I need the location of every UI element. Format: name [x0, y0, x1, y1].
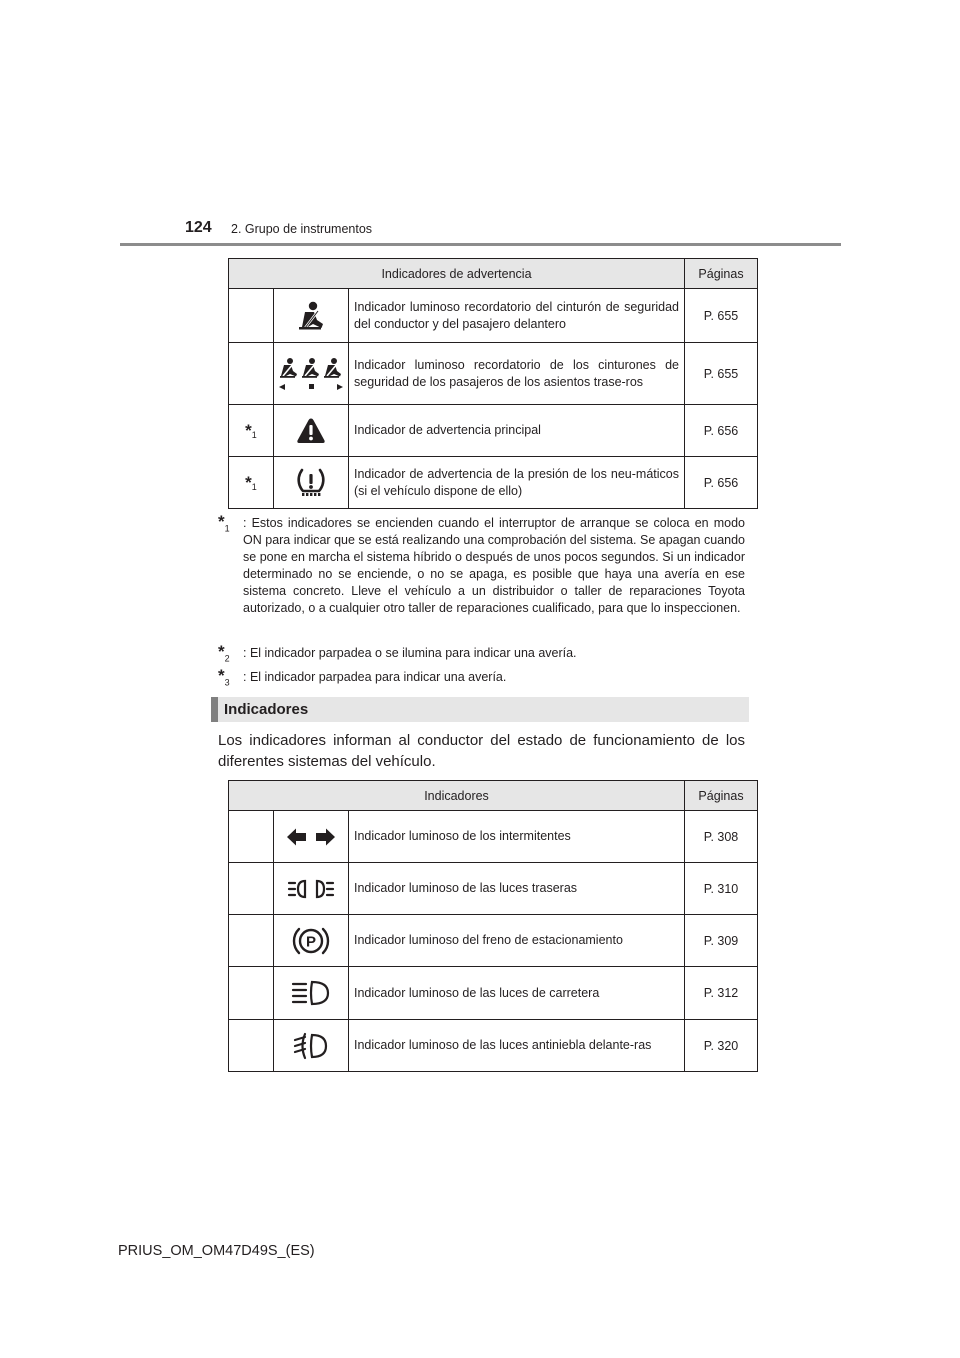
turn-signal-icon — [286, 827, 336, 847]
section-accent — [211, 697, 218, 722]
table-row — [229, 289, 758, 343]
front-fog-light-icon — [293, 1032, 329, 1060]
section-title: Indicadores — [224, 701, 309, 718]
column-header-indicators: Indicadores — [229, 781, 685, 811]
table-row — [229, 457, 758, 509]
header-rule — [120, 243, 841, 246]
note-number: 2 — [224, 653, 230, 664]
description-cell: Indicador luminoso de las luces de carretera — [349, 967, 685, 1020]
table-row — [229, 405, 758, 457]
description-cell: Indicador luminoso de los intermitentes — [349, 811, 685, 863]
page-ref: P. 312 — [685, 967, 758, 1020]
note-cell — [229, 289, 274, 343]
parking-brake-icon — [292, 926, 330, 956]
page-ref: P. 656 — [685, 457, 758, 509]
icon-cell — [274, 289, 349, 343]
description-cell: Indicador luminoso de las luces traseras — [349, 863, 685, 915]
note-cell — [229, 457, 274, 509]
section-intro: Los indicadores informan al conductor del estado de funcionamiento de los diferentes sistemas del vehículo. — [218, 732, 745, 770]
page-number: 124 — [185, 219, 212, 236]
footnote-text: : El indicador parpadea para indicar una avería. — [243, 670, 507, 684]
description-cell: Indicador de advertencia de la presión de los neu-máticos (si el vehículo dispone de ello) — [349, 457, 685, 509]
tire-pressure-icon — [295, 467, 327, 499]
column-header-indicators: Indicadores de advertencia — [229, 259, 685, 289]
note-number: 1 — [251, 481, 257, 492]
indicators-table — [228, 780, 758, 1072]
footnote — [218, 642, 745, 664]
note-number: 1 — [251, 429, 257, 440]
table-row — [229, 967, 758, 1020]
note-cell — [229, 405, 274, 457]
note-cell — [229, 1020, 274, 1072]
svg-text:P: P — [305, 933, 317, 950]
column-header-pages: Páginas — [685, 781, 758, 811]
table-row — [229, 915, 758, 967]
table-row — [229, 863, 758, 915]
description-cell: Indicador luminoso del freno de estacionamiento — [349, 915, 685, 967]
note-cell — [229, 967, 274, 1020]
high-beam-icon — [291, 980, 331, 1006]
note-marker: * — [245, 472, 252, 492]
table-row — [229, 1020, 758, 1072]
note-cell — [229, 915, 274, 967]
footnote-text: : El indicador parpadea o se ilumina para indicar una avería. — [243, 646, 577, 660]
table-row — [229, 811, 758, 863]
note-number: 3 — [224, 677, 230, 688]
page-ref: P. 310 — [685, 863, 758, 915]
table-row — [229, 343, 758, 405]
description-cell: Indicador luminoso recordatorio del cinturón de seguridad del conductor y del pasajero delantero — [349, 289, 685, 343]
icon-cell — [274, 343, 349, 405]
footnote-text: : Estos indicadores se encienden cuando el interruptor de arranque se coloca en modo ON para indicar que se está realizando una comprobación del sistema. Se apagan cuando se pone en marcha el sistema híbrido o después de unos pocos segundos. Si un indicador determinado no se enciende, o no se apaga, es posible que haya una avería en ese sistema concreto. Lleve el vehículo a un distribuidor o taller de reparaciones Toyota autorizado, o a cualquier otro taller de reparaciones cualificado, para que lo inspeccionen. — [243, 516, 745, 615]
note-cell — [229, 811, 274, 863]
page-ref: P. 308 — [685, 811, 758, 863]
section-heading — [211, 697, 749, 722]
rear-seatbelt-reminder-icon — [276, 357, 346, 391]
column-header-pages: Páginas — [685, 259, 758, 289]
note-marker: * — [218, 642, 225, 661]
footnote — [218, 512, 745, 617]
description-cell: Indicador luminoso recordatorio de los cinturones de seguridad de los pasajeros de los asientos trase-ros — [349, 343, 685, 405]
icon-cell — [274, 457, 349, 509]
page-ref: P. 656 — [685, 405, 758, 457]
warning-indicators-table — [228, 258, 758, 509]
seatbelt-reminder-icon — [296, 300, 326, 332]
description-cell: Indicador de advertencia principal — [349, 405, 685, 457]
icon-cell — [274, 811, 349, 863]
note-number: 1 — [224, 523, 230, 534]
table-header-row — [229, 259, 758, 289]
master-warning-icon — [296, 417, 326, 445]
icon-cell — [274, 863, 349, 915]
page-ref: P. 320 — [685, 1020, 758, 1072]
note-marker: * — [218, 512, 225, 531]
note-marker: * — [218, 666, 225, 685]
note-marker: * — [245, 420, 252, 440]
chapter-title: 2. Grupo de instrumentos — [231, 222, 373, 236]
icon-cell — [274, 915, 349, 967]
page-ref: P. 655 — [685, 289, 758, 343]
page-ref: P. 309 — [685, 915, 758, 967]
document-code: PRIUS_OM_OM47D49S_(ES) — [118, 1243, 315, 1259]
icon-cell — [274, 967, 349, 1020]
tail-light-icon — [287, 878, 335, 900]
icon-cell — [274, 1020, 349, 1072]
description-cell: Indicador luminoso de las luces antiniebla delante-ras — [349, 1020, 685, 1072]
table-header-row — [229, 781, 758, 811]
note-cell — [229, 863, 274, 915]
note-cell — [229, 343, 274, 405]
footnote — [218, 666, 745, 688]
icon-cell — [274, 405, 349, 457]
page-ref: P. 655 — [685, 343, 758, 405]
